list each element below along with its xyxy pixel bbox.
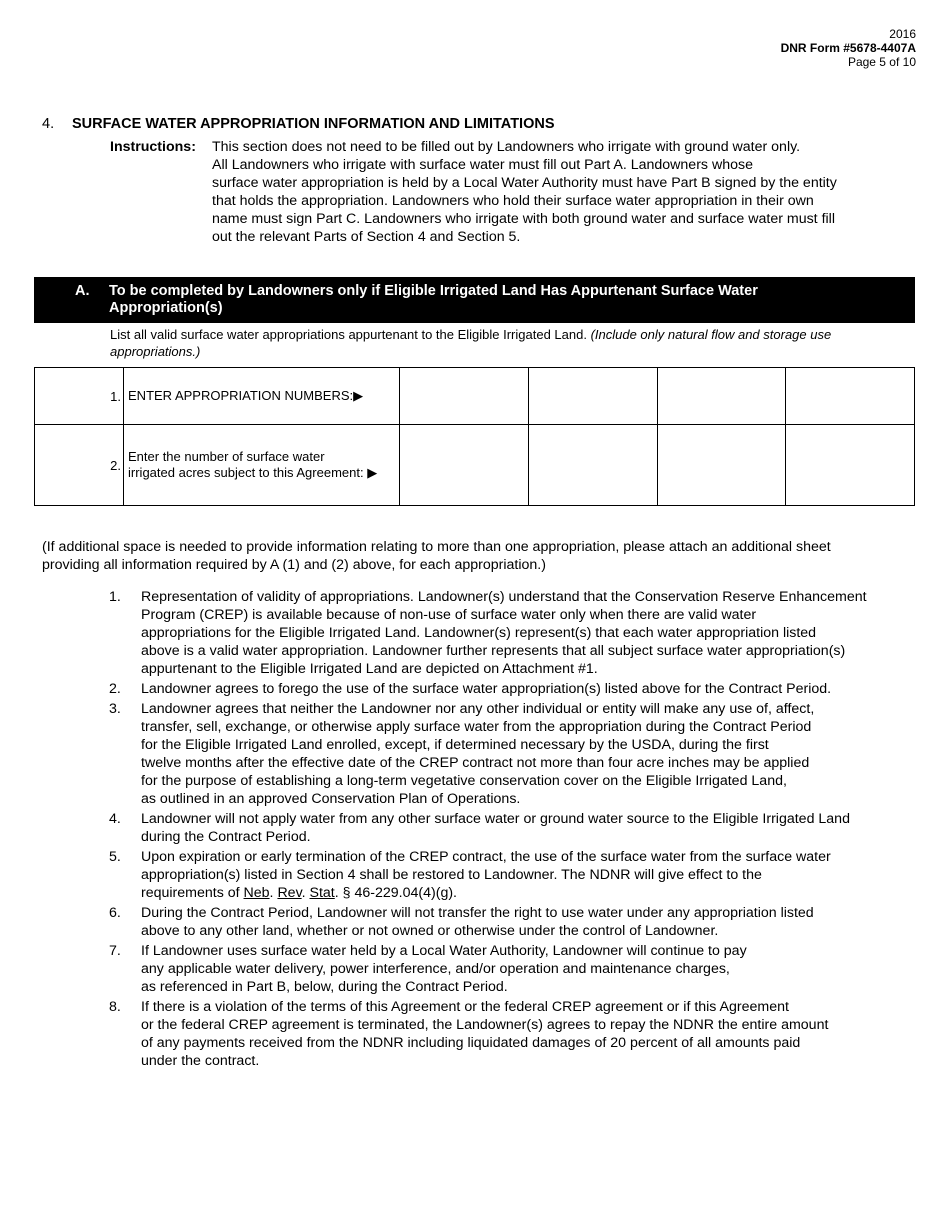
item-line: for the purpose of establishing a long-term vegetative conservation cover on the Eligible Irrigated Land, <box>141 773 787 789</box>
list-note-line <box>110 326 831 343</box>
row-label <box>124 425 400 506</box>
row-label <box>124 368 400 425</box>
item-line: under the contract. <box>141 1053 260 1069</box>
terms-list <box>0 588 867 1072</box>
instructions-line: name must sign Part C. Landowners who irrigate with both ground water and surface water must fill <box>212 211 835 227</box>
ref-suffix: . § 46-229.04(4)(g). <box>334 885 458 901</box>
part-a-letter: A. <box>75 283 90 299</box>
item-line: any applicable water delivery, power interference, and/or operation and maintenance charges, <box>141 961 730 977</box>
list-item <box>0 588 867 678</box>
item-line: Program (CREP) is available because of non-use of surface water only when there are valid water <box>141 607 757 623</box>
list-note-line <box>110 343 831 360</box>
item-number: 2. <box>109 681 121 697</box>
item-number: 5. <box>109 849 121 865</box>
form-number: DNR Form #5678-4407A <box>780 41 916 55</box>
ref-neb: Neb <box>243 885 270 901</box>
item-line: Upon expiration or early termination of the CREP contract, the use of the surface water from the surface water <box>141 849 831 865</box>
section-title-text: SURFACE WATER APPROPRIATION INFORMATION AND LIMITATIONS <box>72 116 555 132</box>
item-line: or the federal CREP agreement is terminated, the Landowner(s) agrees to repay the NDNR the entire amount <box>141 1017 829 1033</box>
part-a-title-line: To be completed by Landowners only if Eligible Irrigated Land Has Appurtenant Surface Water <box>109 283 758 299</box>
row-number: 2. <box>35 425 124 506</box>
appropriation-number-field-4[interactable] <box>786 368 915 425</box>
ref-prefix: requirements of <box>141 885 244 901</box>
irrigated-acres-field-2[interactable] <box>529 425 658 506</box>
list-item <box>0 810 867 846</box>
list-item <box>0 942 867 996</box>
ref-stat: Stat <box>309 885 335 901</box>
item-line: Landowner agrees that neither the Landowner nor any other individual or entity will make any use of, affect, <box>141 701 815 717</box>
statute-reference: requirements of Neb. Rev. Stat. § 46-229.04(4)(g). <box>141 885 458 901</box>
table-row <box>35 425 915 506</box>
instructions-line: surface water appropriation is held by a Local Water Authority must have Part B signed by the entity <box>212 175 837 191</box>
instructions-line: out the relevant Parts of Section 4 and Section 5. <box>212 229 521 245</box>
instructions-body <box>212 138 910 246</box>
item-line: transfer, sell, exchange, or otherwise apply surface water from the appropriation during the Contract Period <box>141 719 812 735</box>
item-number: 4. <box>109 811 121 827</box>
table-row <box>35 368 915 425</box>
item-line: during the Contract Period. <box>141 829 311 845</box>
list-item <box>0 700 867 808</box>
item-number: 1. <box>109 589 121 605</box>
row-label-text: Enter the number of surface water <box>128 449 325 464</box>
irrigated-acres-field-3[interactable] <box>657 425 786 506</box>
section-number: 4. <box>42 116 55 132</box>
item-line: appropriation(s) listed in Section 4 shall be restored to Landowner. The NDNR will give effect to the <box>141 867 762 883</box>
item-line: If Landowner uses surface water held by a Local Water Authority, Landowner will continue to pay <box>141 943 747 959</box>
note-line: (If additional space is needed to provide information relating to more than one appropriation, please attach an additional sheet <box>42 539 831 555</box>
appropriation-table <box>34 367 915 506</box>
item-number: 7. <box>109 943 121 959</box>
item-line: Representation of validity of appropriations. Landowner(s) understand that the Conservation Reserve Enhancement <box>141 589 867 605</box>
item-line: for the Eligible Irrigated Land enrolled, except, if determined necessary by the USDA, during the first <box>141 737 769 753</box>
item-line: During the Contract Period, Landowner will not transfer the right to use water under any appropriation listed <box>141 905 814 921</box>
list-item <box>0 998 867 1070</box>
ref-rev: Rev <box>277 885 302 901</box>
instructions-line: All Landowners who irrigate with surface water must fill out Part A. Landowners whose <box>212 157 753 173</box>
list-item <box>0 904 867 940</box>
item-number: 8. <box>109 999 121 1015</box>
form-year: 2016 <box>889 27 916 41</box>
instructions-line: that holds the appropriation. Landowners who hold their surface water appropriation in their own <box>212 193 814 209</box>
page-indicator: Page 5 of 10 <box>847 55 916 69</box>
part-a-header-bar <box>34 277 915 323</box>
form-header <box>781 27 916 69</box>
item-line: Landowner will not apply water from any other surface water or ground water source to the Eligible Irrigated Land <box>141 811 850 827</box>
list-note-plain: List all valid surface water appropriations appurtenant to the Eligible Irrigated Land. <box>110 327 591 342</box>
list-note-italic: appropriations.) <box>110 344 201 359</box>
instructions <box>110 138 910 246</box>
item-line: of any payments received from the NDNR including liquidated damages of 20 percent of all amounts paid <box>141 1035 801 1051</box>
instructions-label: Instructions: <box>110 139 196 155</box>
appropriation-number-field-3[interactable] <box>657 368 786 425</box>
note-line: providing all information required by A (1) and (2) above, for each appropriation.) <box>42 557 546 573</box>
list-item <box>0 680 867 698</box>
section-title <box>42 116 555 132</box>
appropriation-number-field-1[interactable] <box>400 368 529 425</box>
irrigated-acres-field-1[interactable] <box>400 425 529 506</box>
instructions-line: This section does not need to be filled out by Landowners who irrigate with ground water only. <box>212 139 801 155</box>
item-line: as outlined in an approved Conservation Plan of Operations. <box>141 791 521 807</box>
item-line: twelve months after the effective date of the CREP contract not more than four acre inches may be applied <box>141 755 810 771</box>
row-label-text: ENTER APPROPRIATION NUMBERS:▶ <box>128 388 364 403</box>
item-line: above is a valid water appropriation. Landowner further represents that all subject surface water appropriation(s) <box>141 643 846 659</box>
item-line: appropriations for the Eligible Irrigated Land. Landowner(s) represent(s) that each water appropriation listed <box>141 625 817 641</box>
row-label-text: irrigated acres subject to this Agreement: ▶ <box>128 465 378 480</box>
list-item <box>0 848 867 902</box>
item-line: Landowner agrees to forego the use of the surface water appropriation(s) listed above for the Contract Period. <box>141 681 832 697</box>
item-line: appurtenant to the Eligible Irrigated Land are depicted on Attachment #1. <box>141 661 598 677</box>
item-number: 3. <box>109 701 121 717</box>
irrigated-acres-field-4[interactable] <box>786 425 915 506</box>
item-line: If there is a violation of the terms of this Agreement or the federal CREP agreement or if this Agreement <box>141 999 789 1015</box>
part-a-title-line: Appropriation(s) <box>109 300 223 316</box>
appropriations-list-note <box>110 326 831 360</box>
item-line: above to any other land, whether or not owned or otherwise under the control of Landowner. <box>141 923 719 939</box>
item-number: 6. <box>109 905 121 921</box>
row-number: 1. <box>35 368 124 425</box>
appropriation-number-field-2[interactable] <box>529 368 658 425</box>
item-line: as referenced in Part B, below, during the Contract Period. <box>141 979 508 995</box>
list-note-italic: (Include only natural flow and storage use <box>590 327 832 342</box>
additional-space-note <box>42 538 831 574</box>
part-a-title <box>109 283 758 317</box>
